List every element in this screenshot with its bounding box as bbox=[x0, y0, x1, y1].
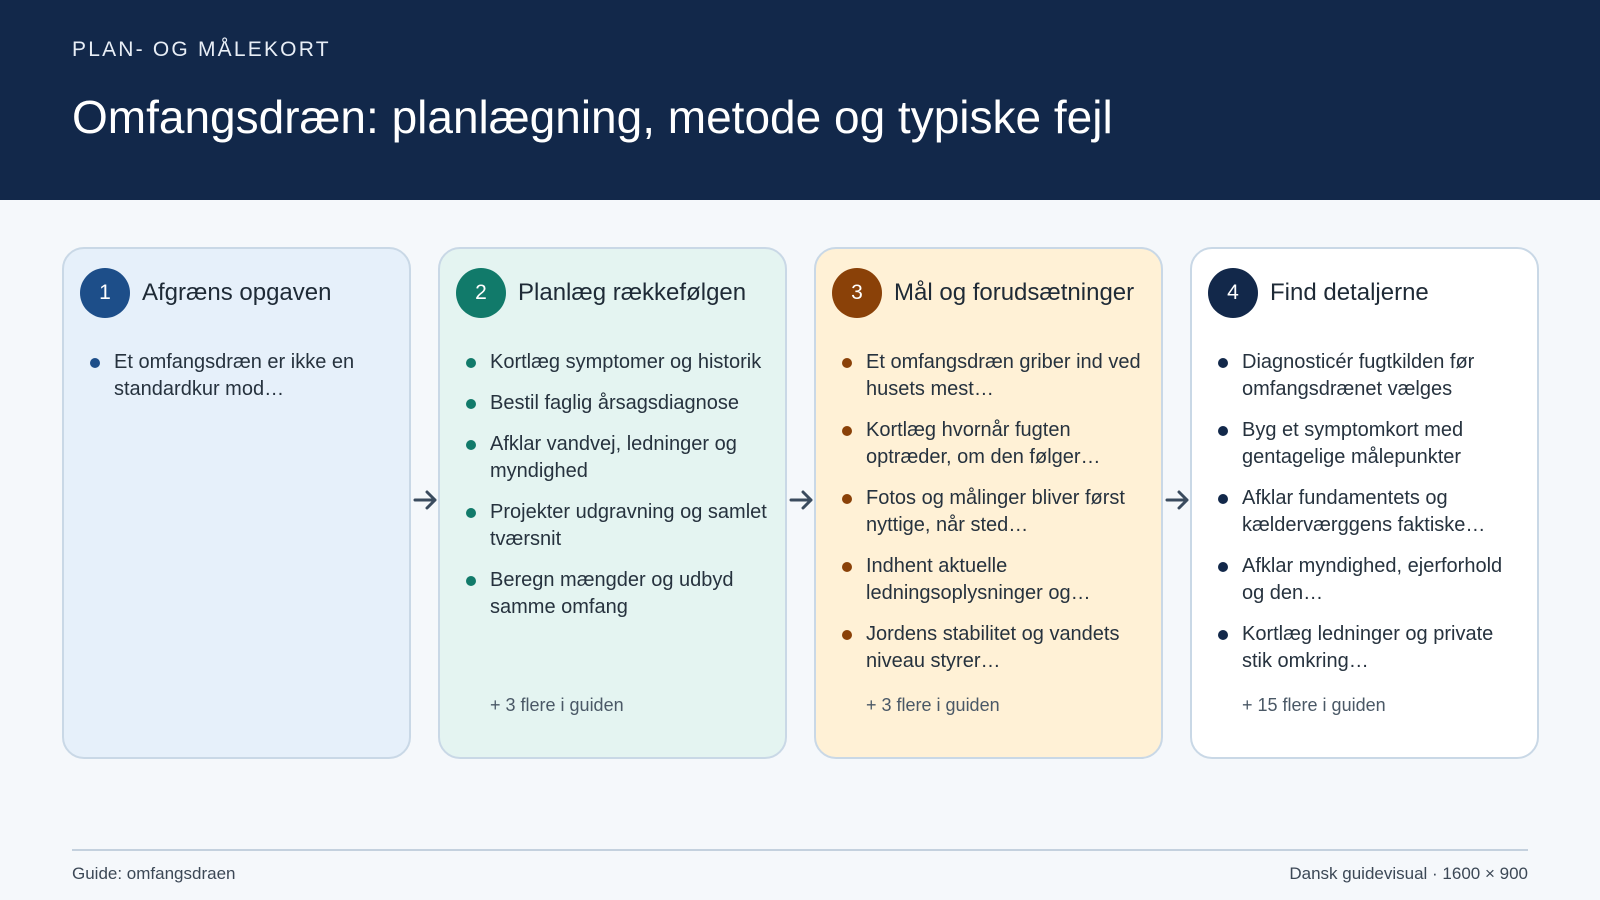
page-title: Omfangsdræn: planlægning, metode og typiske fejl bbox=[72, 91, 1113, 143]
step-number-badge: 1 bbox=[80, 268, 130, 318]
arrow-right-icon bbox=[1164, 486, 1192, 514]
list-item bbox=[842, 621, 1151, 675]
list-item-text: Diagnosticér fugtkilden før omfangsdrænet vælges bbox=[1242, 351, 1475, 400]
list-item bbox=[466, 349, 775, 376]
bullet-icon bbox=[1218, 562, 1228, 572]
step-card-header bbox=[832, 267, 1134, 319]
list-item bbox=[1218, 349, 1527, 403]
step-card-2 bbox=[438, 247, 787, 759]
bullet-icon bbox=[466, 399, 476, 409]
arrow-right-icon bbox=[412, 486, 440, 514]
more-in-guide-link: + 3 flere i guiden bbox=[866, 695, 1000, 715]
list-item bbox=[90, 349, 399, 403]
bullet-icon bbox=[1218, 358, 1228, 368]
header-banner bbox=[0, 0, 1600, 200]
step-title: Planlæg rækkefølgen bbox=[518, 279, 747, 306]
list-item bbox=[842, 553, 1151, 607]
list-item bbox=[466, 431, 775, 485]
list-item bbox=[1218, 553, 1527, 607]
footer-credit: Dansk guidevisual · 1600 × 900 bbox=[1289, 864, 1528, 883]
step-item-list bbox=[90, 349, 399, 417]
arrow-right-icon bbox=[788, 486, 816, 514]
list-item-text: Projekter udgravning og samlet tværsnit bbox=[490, 501, 767, 550]
step-item-list bbox=[842, 349, 1151, 689]
step-item-list bbox=[1218, 349, 1527, 689]
list-item-text: Afklar fundamentets og kælderværggens faktiske… bbox=[1242, 487, 1486, 536]
step-number-badge: 2 bbox=[456, 268, 506, 318]
list-item bbox=[842, 417, 1151, 471]
step-title: Afgræns opgaven bbox=[142, 279, 332, 306]
more-in-guide-link: + 15 flere i guiden bbox=[1242, 695, 1386, 715]
step-number-badge: 4 bbox=[1208, 268, 1258, 318]
step-card-header bbox=[80, 267, 331, 319]
bullet-icon bbox=[842, 494, 852, 504]
step-card-4 bbox=[1190, 247, 1539, 759]
more-in-guide-link: + 3 flere i guiden bbox=[490, 695, 624, 715]
bullet-icon bbox=[466, 576, 476, 586]
bullet-icon bbox=[466, 440, 476, 450]
eyebrow-label: PLAN- OG MÅLEKORT bbox=[72, 38, 331, 61]
list-item bbox=[466, 499, 775, 553]
list-item-text: Kortlæg ledninger og private stik omkring… bbox=[1242, 623, 1494, 672]
list-item-text: Jordens stabilitet og vandets niveau styrer… bbox=[866, 623, 1120, 672]
list-item bbox=[842, 485, 1151, 539]
bullet-icon bbox=[1218, 426, 1228, 436]
bullet-icon bbox=[1218, 630, 1228, 640]
step-title: Find detaljerne bbox=[1270, 279, 1429, 306]
step-card-3 bbox=[814, 247, 1163, 759]
bullet-icon bbox=[466, 508, 476, 518]
step-card-header bbox=[456, 267, 746, 319]
list-item-text: Et omfangsdræn er ikke en standardkur mod… bbox=[114, 351, 355, 400]
list-item-text: Bestil faglig årsagsdiagnose bbox=[490, 392, 740, 414]
list-item-text: Afklar myndighed, ejerforhold og den… bbox=[1242, 555, 1503, 604]
step-card-1 bbox=[62, 247, 411, 759]
list-item-text: Kortlæg symptomer og historik bbox=[490, 351, 762, 373]
step-item-list bbox=[466, 349, 775, 635]
step-title: Mål og forudsætninger bbox=[894, 279, 1135, 306]
step-number-badge: 3 bbox=[832, 268, 882, 318]
list-item bbox=[466, 390, 775, 417]
list-item-text: Indhent aktuelle ledningsoplysninger og… bbox=[866, 555, 1091, 604]
footer-divider bbox=[72, 849, 1528, 851]
list-item bbox=[1218, 417, 1527, 471]
bullet-icon bbox=[842, 562, 852, 572]
bullet-icon bbox=[842, 358, 852, 368]
bullet-icon bbox=[466, 358, 476, 368]
bullet-icon bbox=[842, 426, 852, 436]
list-item-text: Kortlæg hvornår fugten optræder, om den følger… bbox=[866, 419, 1101, 468]
list-item bbox=[1218, 485, 1527, 539]
step-card-header bbox=[1208, 267, 1429, 319]
bullet-icon bbox=[842, 630, 852, 640]
list-item-text: Beregn mængder og udbyd samme omfang bbox=[490, 569, 734, 618]
footer-source: Guide: omfangsdraen bbox=[72, 864, 236, 883]
list-item-text: Byg et symptomkort med gentagelige målepunkter bbox=[1242, 419, 1464, 468]
bullet-icon bbox=[90, 358, 100, 368]
bullet-icon bbox=[1218, 494, 1228, 504]
list-item bbox=[1218, 621, 1527, 675]
list-item-text: Afklar vandvej, ledninger og myndighed bbox=[490, 433, 737, 482]
list-item-text: Fotos og målinger bliver først nyttige, når sted… bbox=[866, 487, 1125, 536]
list-item-text: Et omfangsdræn griber ind ved husets mest… bbox=[866, 351, 1141, 400]
list-item bbox=[466, 567, 775, 621]
list-item bbox=[842, 349, 1151, 403]
